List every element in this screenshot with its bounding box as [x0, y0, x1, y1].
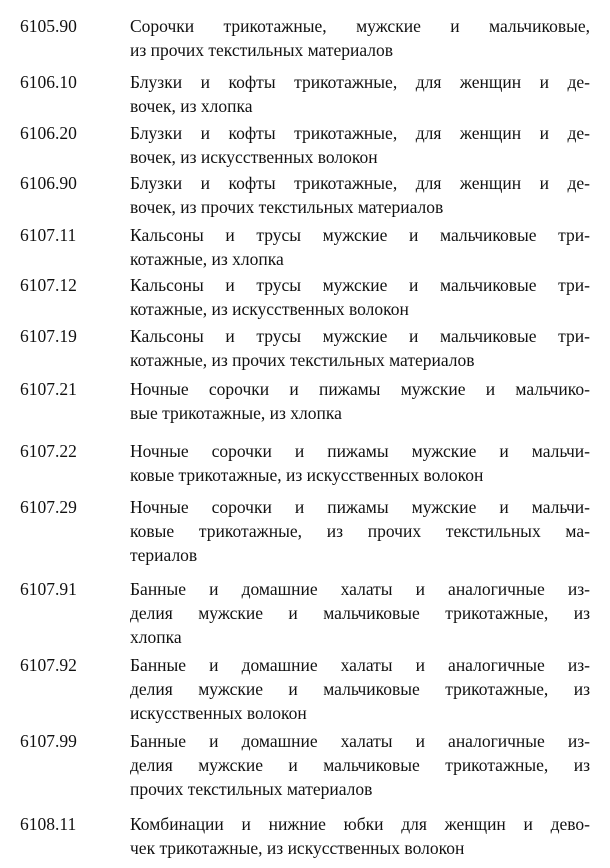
description-line: из прочих текстильных материалов	[130, 40, 394, 60]
description-line: Кальсоны и трусы мужские и мальчиковые три-	[130, 275, 590, 295]
description-line: териалов	[130, 545, 198, 565]
tariff-code: 6105.90	[20, 16, 77, 36]
item-description	[130, 729, 590, 801]
item-description	[130, 577, 590, 649]
description-line: Блузки и кофты трикотажные, для женщин и де-	[130, 173, 590, 193]
description-line: Сорочки трикотажные, мужские и мальчиковые,	[130, 16, 590, 36]
item-description	[130, 439, 590, 487]
description-line: делия мужские и мальчиковые трикотажные, из	[130, 755, 590, 775]
description-line: Банные и домашние халаты и аналогичные из-	[130, 579, 590, 599]
item-description	[130, 495, 590, 567]
item-description	[130, 70, 590, 118]
description-line: котажные, из прочих текстильных материалов	[130, 350, 475, 370]
tariff-code: 6107.19	[20, 326, 77, 346]
description-line: Банные и домашние халаты и аналогичные из-	[130, 731, 590, 751]
item-description	[130, 171, 590, 219]
tariff-code: 6107.12	[20, 275, 77, 295]
description-line: делия мужские и мальчиковые трикотажные, из	[130, 603, 590, 623]
description-line: Кальсоны и трусы мужские и мальчиковые три-	[130, 326, 590, 346]
description-line: Ночные сорочки и пижамы мужские и мальчи-	[130, 441, 590, 461]
description-line: хлопка	[130, 627, 182, 647]
description-line: Ночные сорочки и пижамы мужские и мальчико-	[130, 379, 590, 399]
description-line: прочих текстильных материалов	[130, 779, 373, 799]
item-description	[130, 121, 590, 169]
tariff-code: 6106.10	[20, 72, 77, 92]
description-line: вочек, из искусственных волокон	[130, 147, 378, 167]
item-description	[130, 273, 590, 321]
tariff-code: 6107.21	[20, 379, 77, 399]
description-line: делия мужские и мальчиковые трикотажные, из	[130, 679, 590, 699]
tariff-code: 6108.11	[20, 814, 77, 834]
tariff-code: 6107.29	[20, 497, 77, 517]
description-line: Банные и домашние халаты и аналогичные из-	[130, 655, 590, 675]
tariff-code: 6107.92	[20, 655, 77, 675]
description-line: вочек, из прочих текстильных материалов	[130, 197, 444, 217]
item-description	[130, 377, 590, 425]
description-line: вочек, из хлопка	[130, 96, 253, 116]
description-line: Кальсоны и трусы мужские и мальчиковые три-	[130, 225, 590, 245]
item-description	[130, 653, 590, 725]
item-description	[130, 14, 590, 62]
description-line: искусственных волокон	[130, 703, 307, 723]
description-line: Комбинации и нижние юбки для женщин и дево-	[130, 814, 590, 834]
description-line: ковые трикотажные, из прочих текстильных ма-	[130, 521, 590, 541]
description-line: вые трикотажные, из хлопка	[130, 403, 342, 423]
description-line: котажные, из искусственных волокон	[130, 299, 409, 319]
description-line: ковые трикотажные, из искусственных волокон	[130, 465, 484, 485]
tariff-code: 6107.91	[20, 579, 77, 599]
tariff-code: 6106.90	[20, 173, 77, 193]
item-description	[130, 223, 590, 271]
description-line: Блузки и кофты трикотажные, для женщин и де-	[130, 123, 590, 143]
tariff-code: 6106.20	[20, 123, 77, 143]
description-line: Ночные сорочки и пижамы мужские и мальчи-	[130, 497, 590, 517]
tariff-code: 6107.11	[20, 225, 77, 245]
item-description	[130, 324, 590, 372]
description-line: котажные, из хлопка	[130, 249, 284, 269]
item-description	[130, 812, 590, 860]
tariff-code: 6107.22	[20, 441, 77, 461]
description-line: чек трикотажные, из искусственных волокон	[130, 838, 465, 858]
description-line: Блузки и кофты трикотажные, для женщин и де-	[130, 72, 590, 92]
tariff-code: 6107.99	[20, 731, 77, 751]
